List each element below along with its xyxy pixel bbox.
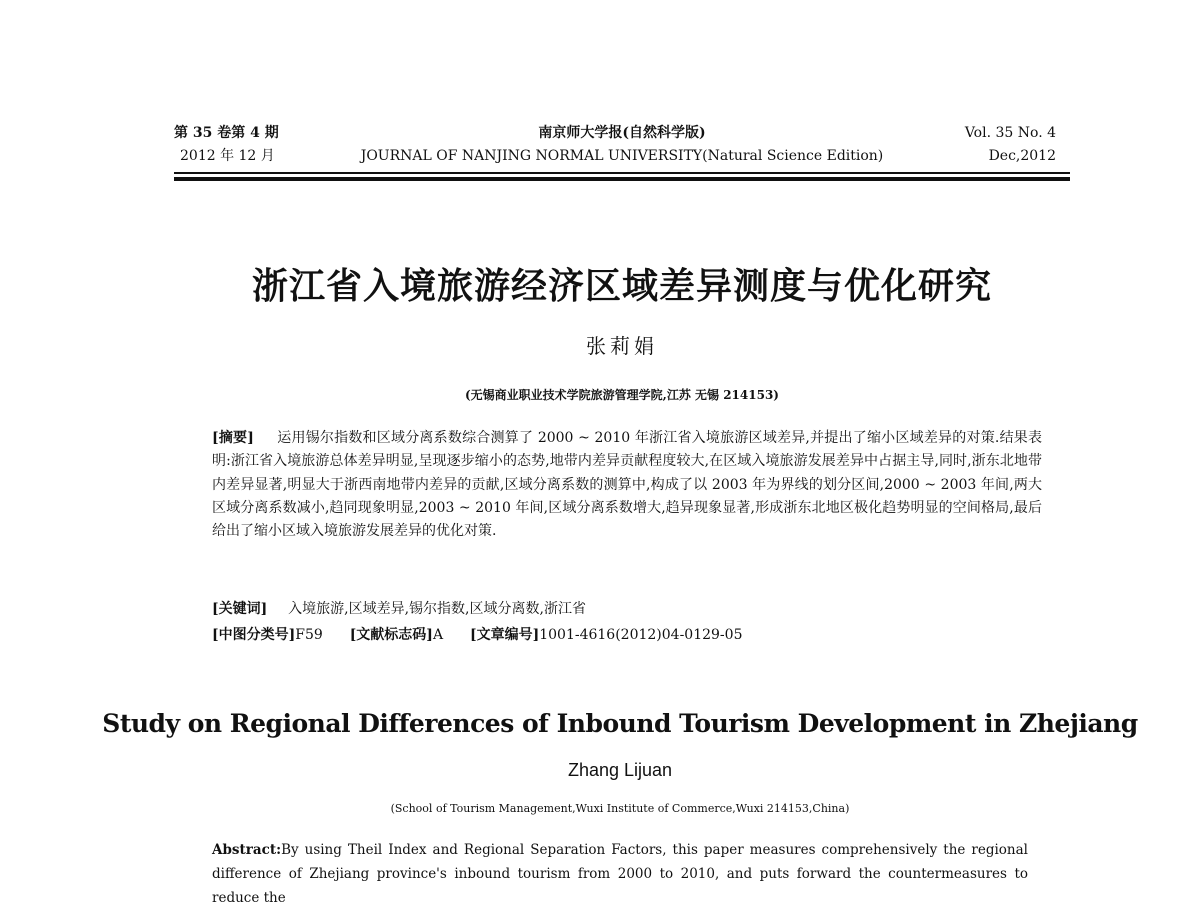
header-rule-thin [174,172,1070,174]
date-cn: 2012 年 12 月 [180,148,275,164]
clc-label: [中图分类号] [212,627,296,643]
author-en: Zhang Lijuan [567,760,673,780]
clc-value: F59 [295,627,323,643]
abstract-cn [212,427,1042,543]
doc-code-value: A [432,627,444,643]
keywords-cn [212,598,586,618]
keywords-text-cn: 入境旅游,区域差异,锡尔指数,区域分离数,浙江省 [288,601,586,617]
article-no-value: 1001-4616(2012)04-0129-05 [539,627,743,643]
affiliation-en: (School of Tourism Management,Wuxi Institute of Commerce,Wuxi 214153,China) [390,802,850,815]
volume-issue-en: Vol. 35 No. 4 [964,125,1056,141]
abstract-en [212,838,1028,910]
abstract-label-cn: [摘要] [212,430,254,446]
affiliation-cn: (无锡商业职业技术学院旅游管理学院,江苏 无锡 214153) [465,388,779,402]
abstract-label-en: Abstract: [212,842,282,858]
author-cn: 张莉娟 [586,334,658,358]
date-en: Dec,2012 [988,148,1056,164]
article-no-label: [文章编号] [469,627,540,643]
journal-name-cn: 南京师大学报(自然科学版) [538,125,706,141]
keywords-label-cn: [关键词] [212,601,268,617]
classification-line-cn [212,624,742,644]
abstract-text-cn: 运用锡尔指数和区域分离系数综合测算了 2000 ~ 2010 年浙江省入境旅游区域差异,并提出了缩小区域差异的对策.结果表明:浙江省入境旅游总体差异明显,呈现逐步缩小的态势,地带内差异贡献程度较大,在区域入境旅游发展差异中占据主导,同时,浙东北地带内差异显著,明显大于浙西南地带内差异的贡献,区域分离系数的测算中,构成了以 2003 年为界线的划分区间,2000 ~ 2003 年间,两大区域分离系数减小,趋同现象明显,2003 ~ 2010 年间,区域分离系数增大,趋异现象显著,形成浙东北地区极化趋势明显的空间格局,最后给出了缩小区域入境旅游发展差异的优化对策. [212,430,1043,540]
paper-title-en: Study on Regional Differences of Inbound Tourism Development in Zhejiang [102,709,1138,738]
doc-code-label: [文献标志码] [349,627,433,643]
abstract-text-en: By using Theil Index and Regional Separation Factors, this paper measures comprehensively the regional difference of Zhejiang province's inbound tourism from 2000 to 2010, and puts forward the countermeasures to reduce the [212,842,1028,906]
journal-name-en: JOURNAL OF NANJING NORMAL UNIVERSITY(Natural Science Edition) [360,148,884,164]
paper-title-cn: 浙江省入境旅游经济区域差异测度与优化研究 [251,265,992,307]
volume-issue-cn: 第 35 卷第 4 期 [174,125,279,141]
header-rule-thick [174,177,1070,181]
